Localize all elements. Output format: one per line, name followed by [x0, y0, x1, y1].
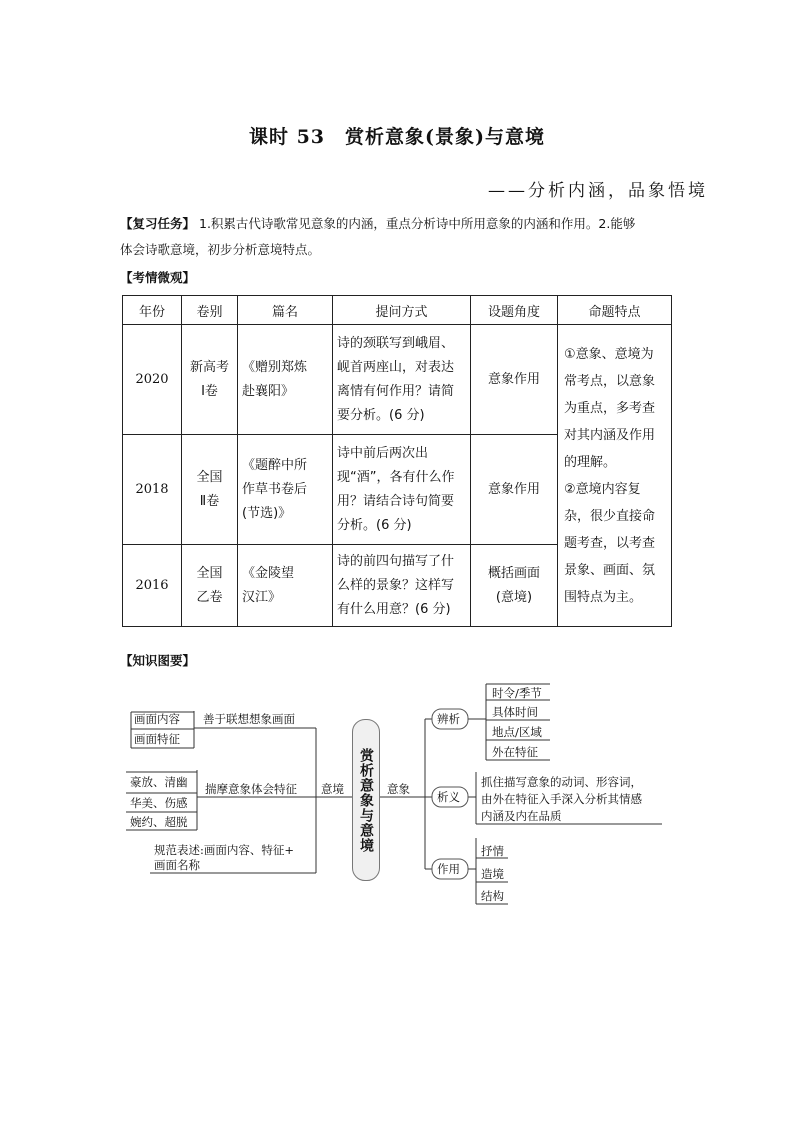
poem-title-cell: 《金陵望 汉江》: [238, 545, 333, 627]
left-item: 豪放、清幽: [130, 775, 188, 789]
left-item: 婉约、超脱: [130, 815, 188, 829]
header-cell: 年份: [123, 296, 182, 325]
node-label: 作用: [437, 862, 460, 876]
left-item: 华美、伤感: [130, 796, 188, 810]
branch-label: 意境: [321, 782, 344, 796]
page-title: 课时 53 赏析意象(景象)与意境: [248, 126, 546, 148]
left-label: 善于联想想象画面: [203, 712, 295, 726]
node1-item: 时令/季节: [492, 686, 542, 700]
center-label: 赏析意象与意境: [358, 747, 374, 853]
node1-item: 地点/区域: [492, 725, 542, 739]
review-line2: 体会诗歌意境，初步分析意境特点。: [120, 242, 321, 257]
angle-cell: 概括画面 (意境): [471, 545, 558, 627]
mind-map-center: [352, 719, 380, 881]
angle-cell: 意象作用: [471, 435, 558, 545]
node2-text: 抓住描写意象的动词、形容词，: [481, 775, 642, 789]
header-cell: 命题特点: [558, 296, 672, 325]
question-cell: 诗的颈联写到峨眉、岘首两座山，对表达离情有何作用？请简要分析。(6 分): [333, 325, 471, 435]
left-item: 画面内容: [134, 712, 180, 726]
page-subtitle: ——分析内涵，品象悟境: [488, 181, 708, 201]
node-label: 辨析: [437, 712, 460, 726]
question-cell: 诗中前后两次出现“酒”，各有什么作用？请结合诗句简要分析。(6 分): [333, 435, 471, 545]
angle-cell: 意象作用: [471, 325, 558, 435]
header-cell: 卷别: [182, 296, 238, 325]
feature-cell: ①意象、意境为常考点，以意象为重点，多考查对其内涵及作用的理解。 ②意境内容复杂，很少直接命题考查，以考查景象、画面、氛围特点为主。: [558, 325, 672, 627]
left-label: 揣摩意象体会特征: [205, 782, 297, 796]
paper-cell: 新高考 Ⅰ卷: [182, 325, 238, 435]
paper-cell: 全国 乙卷: [182, 545, 238, 627]
year-cell: 2018: [123, 435, 182, 545]
node3-item: 结构: [481, 889, 504, 903]
exam-tag: 【考情微观】: [120, 270, 196, 285]
year-cell: 2016: [123, 545, 182, 627]
question-cell: 诗的前四句描写了什么样的景象？这样写有什么用意？(6 分): [333, 545, 471, 627]
header-cell: 提问方式: [333, 296, 471, 325]
branch-label: 意象: [387, 782, 410, 796]
left-label: 画面名称: [154, 858, 200, 872]
review-line1: 1.积累古代诗歌常见意象的内涵，重点分析诗中所用意象的内涵和作用。2.能够: [199, 216, 636, 231]
node2-text: 内涵及内在品质: [481, 809, 562, 823]
poem-title-cell: 《题醉中所 作草书卷后 (节选)》: [238, 435, 333, 545]
node2-text: 由外在特征入手深入分析其情感: [481, 792, 642, 806]
left-item: 画面特征: [134, 732, 180, 746]
paper-cell: 全国 Ⅱ卷: [182, 435, 238, 545]
node1-item: 外在特征: [492, 745, 538, 759]
year-cell: 2020: [123, 325, 182, 435]
header-cell: 设题角度: [471, 296, 558, 325]
left-label: 规范表述:画面内容、特征+: [154, 843, 295, 857]
review-tag: 【复习任务】: [120, 216, 196, 231]
node3-item: 造境: [481, 867, 504, 881]
node-label: 析义: [437, 790, 460, 804]
poem-title-cell: 《赠别郑炼 赴襄阳》: [238, 325, 333, 435]
node3-item: 抒情: [481, 844, 504, 858]
header-cell: 篇名: [238, 296, 333, 325]
knowledge-tag: 【知识图要】: [120, 653, 196, 668]
node1-item: 具体时间: [492, 705, 538, 719]
